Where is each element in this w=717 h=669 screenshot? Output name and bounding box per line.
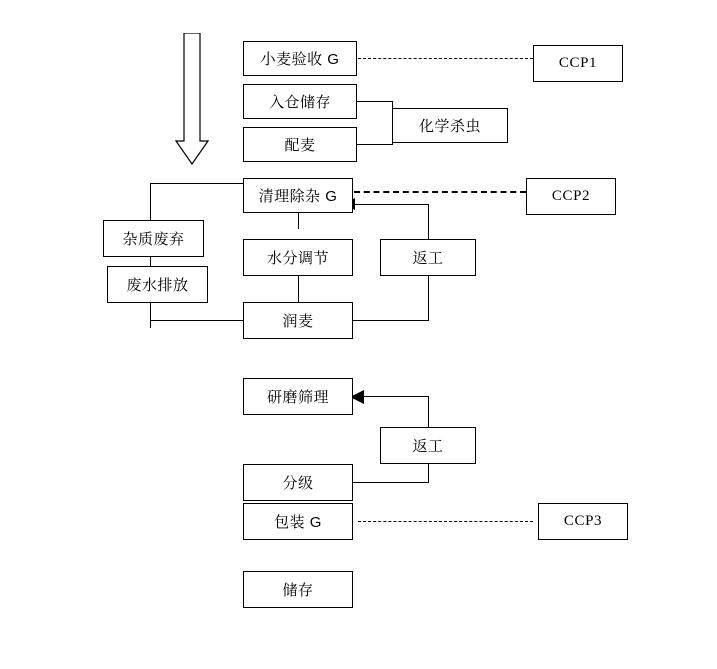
node-label: 杂质废弃: [122, 231, 185, 248]
connector-rework1-bottom: [428, 276, 429, 320]
node-impurity-waste[interactable]: [103, 220, 204, 257]
process-direction-arrow: [175, 33, 209, 165]
connector-bottom-to-conditioning: [150, 320, 243, 321]
node-ccp1[interactable]: [533, 45, 623, 82]
connector-rework1-top: [428, 204, 429, 239]
node-label: 配麦: [284, 137, 316, 154]
node-label: CCP3: [563, 513, 603, 529]
node-label: 润麦: [282, 313, 314, 330]
node-milling-sifting[interactable]: [243, 378, 353, 415]
node-rework-2[interactable]: [380, 427, 476, 464]
node-wheat-acceptance[interactable]: [243, 41, 357, 76]
connector-rework2-to-grading: [353, 482, 429, 483]
node-wastewater-discharge[interactable]: [107, 266, 208, 303]
connector-rework1-to-cleaning: [352, 204, 429, 205]
node-ccp3[interactable]: [538, 503, 628, 540]
connector-cleaning-column: [298, 213, 299, 229]
node-rework-1[interactable]: [380, 239, 476, 276]
node-label: 废水排放: [126, 277, 189, 294]
ccp1-link: [358, 58, 533, 59]
node-label: 储存: [282, 582, 314, 599]
connector-storage-to-pest: [357, 101, 393, 102]
connector-rework2-top: [428, 396, 429, 428]
node-storage-in[interactable]: [243, 84, 357, 119]
node-label: 水分调节: [266, 250, 329, 267]
node-wheat-conditioning[interactable]: [243, 302, 353, 339]
ccp2-link: [354, 191, 526, 193]
connector-moisture-column: [298, 276, 299, 304]
node-chemical-pest-control[interactable]: [392, 108, 508, 143]
connector-blending-left: [150, 183, 250, 184]
node-label: 返工: [412, 438, 444, 455]
node-label: 小麦验收 G: [260, 51, 340, 68]
node-label: CCP1: [558, 55, 598, 71]
node-label: 包装 G: [274, 514, 322, 531]
node-label: 清理除杂 G: [258, 188, 338, 205]
node-grading[interactable]: [243, 464, 353, 501]
node-ccp2[interactable]: [526, 178, 616, 215]
node-label: 分级: [282, 475, 314, 492]
connector-rework2-to-milling: [360, 396, 429, 397]
ccp3-link: [358, 521, 533, 522]
node-label: 返工: [412, 250, 444, 267]
node-moisture-adjustment[interactable]: [243, 239, 353, 276]
node-packaging[interactable]: [243, 503, 353, 540]
connector-rework2-bottom: [428, 464, 429, 483]
node-label: 研磨筛理: [266, 389, 329, 406]
node-wheat-blending[interactable]: [243, 127, 357, 162]
node-storage[interactable]: [243, 571, 353, 608]
connector-blending-to-pest: [357, 144, 393, 145]
node-label: 入仓储存: [268, 94, 331, 111]
node-label: CCP2: [551, 188, 591, 204]
connector-rework1-to-conditioning: [353, 320, 429, 321]
node-cleaning[interactable]: [243, 178, 353, 213]
node-label: 化学杀虫: [418, 118, 481, 135]
